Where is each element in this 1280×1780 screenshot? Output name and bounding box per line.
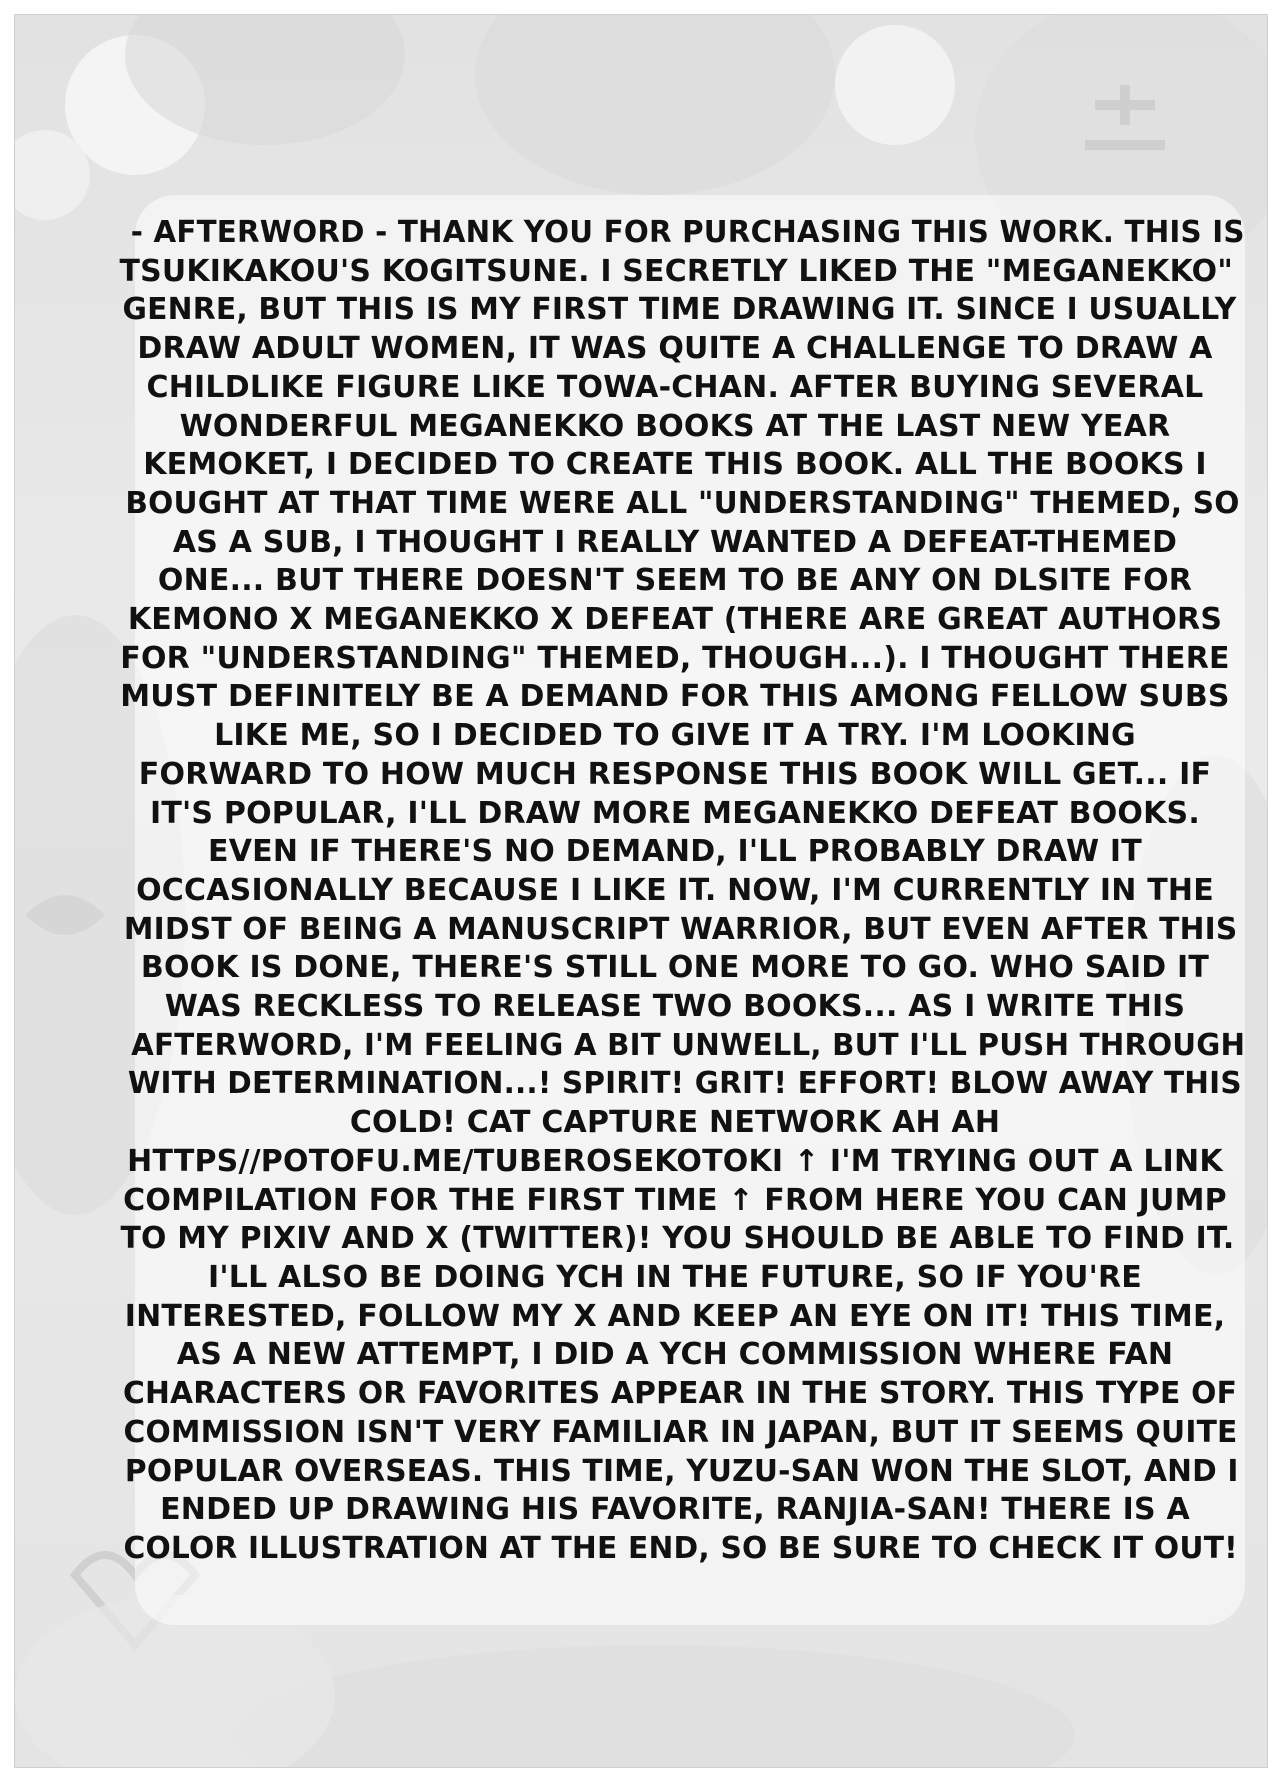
text-line: FORWARD TO HOW MUCH RESPONSE THIS BOOK WILL GET... IF: [138, 756, 1212, 792]
text-line: I'LL ALSO BE DOING YCH IN THE FUTURE, SO IF YOU'RE: [208, 1259, 1142, 1295]
text-line: CHARACTERS OR FAVORITES APPEAR IN THE STORY. THIS TYPE OF: [122, 1376, 1238, 1412]
text-line: POPULAR OVERSEAS. THIS TIME, YUZU-SAN WON THE SLOT, AND I: [124, 1453, 1239, 1489]
text-line: KEMONO X MEGANEKKO X DEFEAT (THERE ARE GREAT AUTHORS: [127, 602, 1223, 638]
text-line: CHILDLIKE FIGURE LIKE TOWA-CHAN. AFTER BUYING SEVERAL: [146, 369, 1204, 405]
text-line: COLD! CAT CAPTURE NETWORK AH AH: [349, 1105, 1001, 1141]
text-line: WITH DETERMINATION...! SPIRIT! GRIT! EFFORT! BLOW AWAY THIS: [127, 1066, 1242, 1102]
text-line: BOUGHT AT THAT TIME WERE ALL "UNDERSTANDING" THEMED, SO: [125, 485, 1240, 521]
text-line: COMPILATION FOR THE FIRST TIME ↑ FROM HERE YOU CAN JUMP: [123, 1182, 1227, 1218]
text-line: MIDST OF BEING A MANUSCRIPT WARRIOR, BUT EVEN AFTER THIS: [123, 911, 1238, 947]
text-line: KEMOKET, I DECIDED TO CREATE THIS BOOK. ALL THE BOOKS I: [143, 447, 1207, 483]
text-line: COLOR ILLUSTRATION AT THE END, SO BE SURE TO CHECK IT OUT!: [123, 1530, 1238, 1566]
text-line: WAS RECKLESS TO RELEASE TWO BOOKS... AS I WRITE THIS: [164, 989, 1186, 1025]
text-line: - AFTERWORD - THANK YOU FOR PURCHASING THIS WORK. THIS IS: [130, 215, 1245, 250]
afterword-text-block: [118, 214, 1246, 1569]
text-line: TO MY PIXIV AND X (TWITTER)! YOU SHOULD BE ABLE TO FIND IT.: [120, 1221, 1235, 1257]
text-line: ENDED UP DRAWING HIS FAVORITE, RANJIA-SAN! THERE IS A: [160, 1492, 1190, 1528]
text-line: FOR "UNDERSTANDING" THEMED, THOUGH...). I THOUGHT THERE: [120, 640, 1230, 676]
text-line: WONDERFUL MEGANEKKO BOOKS AT THE LAST NEW YEAR: [179, 408, 1171, 444]
text-line: EVEN IF THERE'S NO DEMAND, I'LL PROBABLY DRAW IT: [208, 834, 1142, 870]
text-line: TSUKIKAKOU'S KOGITSUNE. I SECRETLY LIKED THE "MEGANEKKO": [119, 253, 1234, 289]
text-line: AS A SUB, I THOUGHT I REALLY WANTED A DEFEAT-THEMED: [172, 524, 1178, 560]
text-line: GENRE, BUT THIS IS MY FIRST TIME DRAWING IT. SINCE I USUALLY: [122, 292, 1237, 328]
text-line: AS A NEW ATTEMPT, I DID A YCH COMMISSION WHERE FAN: [176, 1337, 1174, 1373]
link-line: HTTPS//POTOFU.ME/TUBEROSEKOTOKI ↑ I'M TRYING OUT A LINK: [127, 1143, 1223, 1179]
text-line: INTERESTED, FOLLOW MY X AND KEEP AN EYE ON IT! THIS TIME,: [124, 1298, 1226, 1334]
text-line: MUST DEFINITELY BE A DEMAND FOR THIS AMONG FELLOW SUBS: [120, 679, 1230, 715]
text-line: AFTERWORD, I'M FEELING A BIT UNWELL, BUT I'LL PUSH THROUGH: [131, 1027, 1246, 1063]
text-line: COMMISSION ISN'T VERY FAMILIAR IN JAPAN, BUT IT SEEMS QUITE: [123, 1414, 1238, 1450]
text-line: ONE... BUT THERE DOESN'T SEEM TO BE ANY ON DLSITE FOR: [157, 563, 1193, 599]
text-line: IT'S POPULAR, I'LL DRAW MORE MEGANEKKO DEFEAT BOOKS.: [150, 795, 1200, 831]
text-line: BOOK IS DONE, THERE'S STILL ONE MORE TO GO. WHO SAID IT: [140, 950, 1210, 986]
text-line: OCCASIONALLY BECAUSE I LIKE IT. NOW, I'M CURRENTLY IN THE: [136, 872, 1214, 908]
text-line: LIKE ME, SO I DECIDED TO GIVE IT A TRY. I'M LOOKING: [214, 718, 1136, 754]
text-line: DRAW ADULT WOMEN, IT WAS QUITE A CHALLENGE TO DRAW A: [137, 331, 1213, 367]
